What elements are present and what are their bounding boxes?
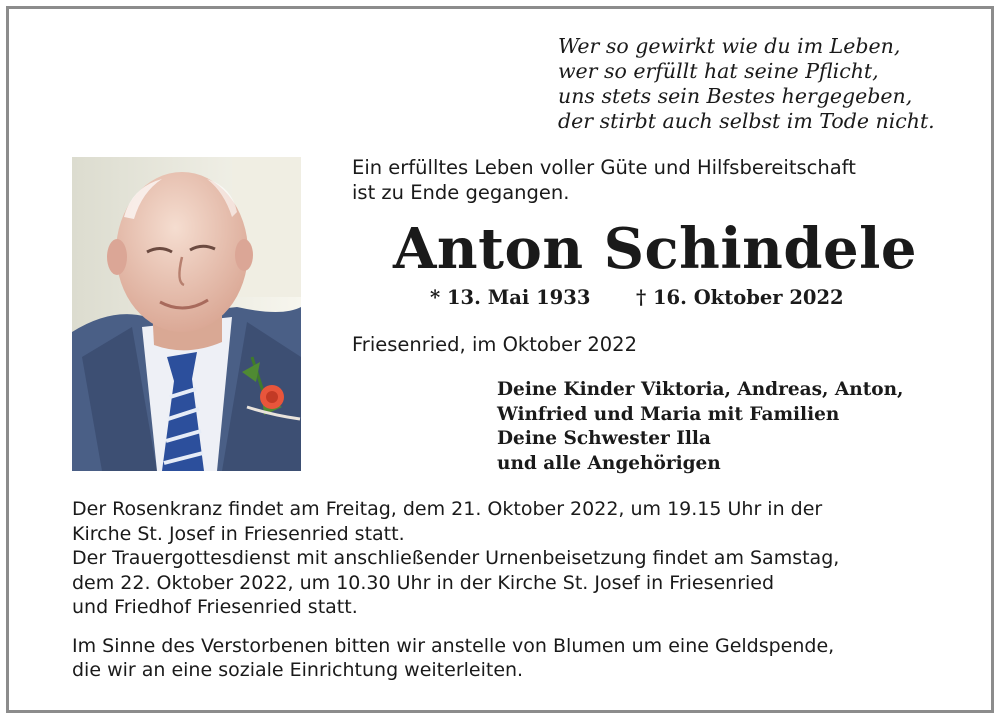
poem-line: der stirbt auch selbst im Tode nicht.	[558, 109, 935, 133]
funeral-line: dem 22. Oktober 2022, um 10.30 Uhr in der Kirche St. Josef in Friesenried	[72, 571, 775, 594]
death-date: † 16. Oktober 2022	[636, 286, 844, 309]
birth-date: * 13. Mai 1933	[430, 286, 591, 309]
intro-line: ist zu Ende gegangen.	[352, 181, 570, 204]
portrait-photo	[72, 157, 301, 471]
mourners-list	[497, 378, 957, 476]
intro-text	[352, 155, 952, 205]
rosary-line: Der Rosenkranz findet am Freitag, dem 21. Oktober 2022, um 19.15 Uhr in der	[72, 498, 823, 520]
poem-line: uns stets sein Bestes hergegeben,	[558, 84, 913, 108]
place-date: Friesenried, im Oktober 2022	[352, 333, 637, 356]
donation-line: Im Sinne des Verstorbenen bitten wir anstelle von Blumen um eine Geldspende,	[72, 634, 835, 657]
intro-line: Ein erfülltes Leben voller Güte und Hilfsbereitschaft	[352, 156, 856, 179]
memorial-poem	[558, 34, 978, 134]
mourner-line: und alle Angehörigen	[497, 452, 721, 474]
mourner-line: Deine Schwester Illa	[497, 428, 711, 449]
donation-line: die wir an eine soziale Einrichtung weiterleiten.	[72, 659, 524, 681]
poem-line: Wer so gewirkt wie du im Leben,	[558, 34, 901, 58]
funeral-line: Der Trauergottesdienst mit anschließender Urnenbeisetzung findet am Samstag,	[72, 547, 840, 569]
deceased-name: Anton Schindele	[392, 216, 918, 282]
funeral-line: und Friedhof Friesenried statt.	[72, 596, 358, 618]
poem-line: wer so erfüllt hat seine Pflicht,	[558, 59, 879, 83]
mourner-line: Winfried und Maria mit Familien	[497, 403, 840, 425]
rosary-line: Kirche St. Josef in Friesenried statt.	[72, 522, 405, 545]
mourner-line: Deine Kinder Viktoria, Andreas, Anton,	[497, 379, 904, 400]
paragraph-gap	[72, 620, 962, 634]
service-info	[72, 497, 962, 683]
